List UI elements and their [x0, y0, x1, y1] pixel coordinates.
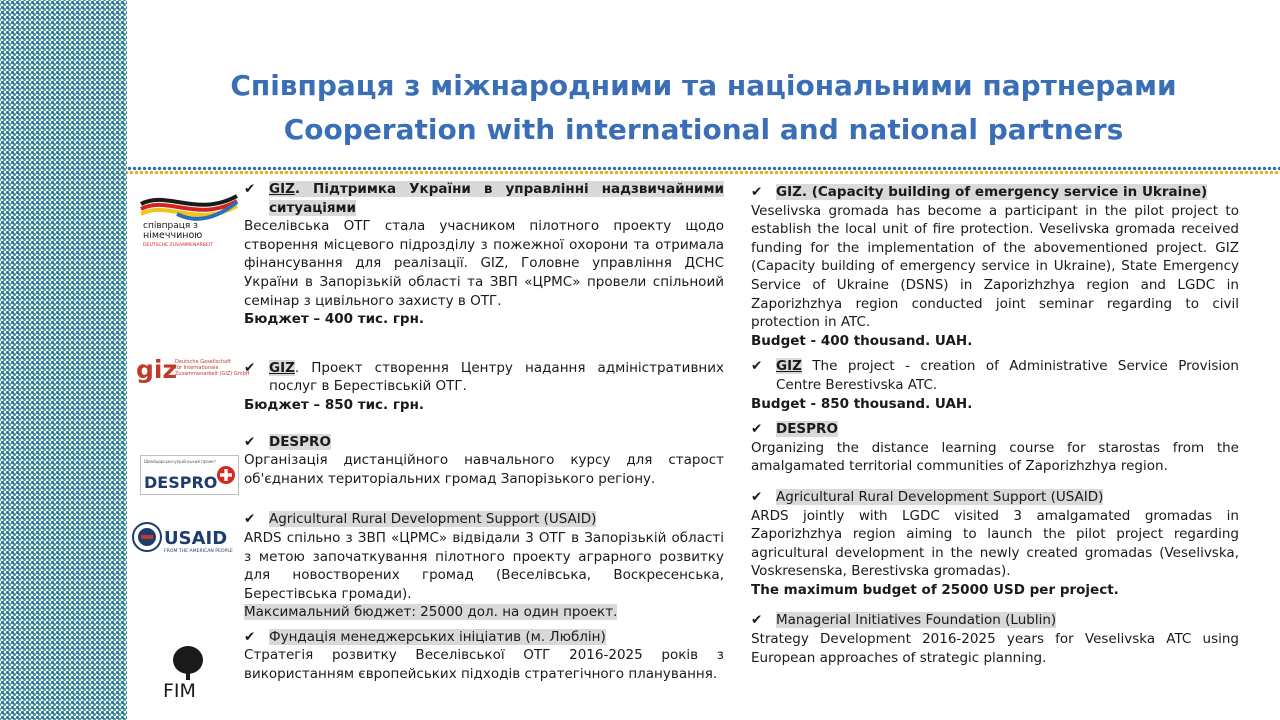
en-despro-heading: DESPRO — [776, 421, 838, 438]
en-usaid-body: ARDS jointly with LGDC visited 3 amalgamated gromadas in Zaporizhzhya region aiming to launch the pilot project regarding agricultural development in the newly created gromadas (Veselivska, Voskresenska, Berestivska gromadas). — [751, 507, 1239, 580]
check-icon: ✔ — [751, 184, 763, 200]
germany-logo-line1: співпраця з — [143, 221, 198, 231]
ua-giz1-org: GIZ — [269, 181, 295, 197]
giz-logo-line2: für Internationale — [175, 365, 219, 371]
en-giz2-org: GIZ — [776, 358, 802, 375]
ua-giz1-heading: . Підтримка України в управлінні надзвичайними ситуаціями — [269, 181, 724, 216]
decorative-dot-strip — [0, 0, 127, 720]
ua-usaid-section — [244, 510, 724, 622]
en-giz-emergency-section — [751, 183, 1239, 350]
en-despro-section — [751, 420, 1239, 476]
check-icon: ✔ — [751, 612, 763, 629]
title-divider — [127, 166, 1280, 175]
en-giz1-budget: Budget - 400 thousand. UAH. — [751, 332, 973, 349]
ua-giz1-budget: Бюджет – 400 тис. грн. — [244, 311, 425, 328]
ua-giz2-heading: . Проект створення Центру надання адміністративних послуг в Берестівській ОТГ. — [269, 359, 724, 395]
en-fim-heading: Managerial Initiatives Foundation (Lublin) — [776, 612, 1057, 629]
fim-mark: FIM — [163, 680, 196, 702]
ua-fim-body: Стратегія розвитку Веселівської ОТГ 2016-2025 років з використанням європейських підходів стратегічного планування. — [244, 647, 724, 683]
en-giz2-heading: The project - creation of Administrative Service Provision Centre Berestivska ATC. — [776, 358, 1239, 393]
despro-mark: DESPRO — [144, 473, 218, 492]
check-icon: ✔ — [751, 488, 763, 505]
germany-logo-line3: DEUTSCHE ZUSAMMENARBEIT — [143, 243, 214, 248]
ua-fim-section — [244, 628, 724, 684]
giz-logo-line1: Deutsche Gesellschaft — [175, 359, 231, 365]
ua-usaid-body: ARDS спільно з ЗВП «ЦРМС» відвідали 3 ОТГ в Запорізькій області з метою започаткування пілотного проекту аграрного розвитку для новостворених громад (Веселівська, Воскресенська, Берестівська громади). — [244, 529, 724, 602]
check-icon: ✔ — [244, 181, 256, 197]
check-icon: ✔ — [244, 359, 256, 376]
ua-usaid-budget: Максимальний бюджет: 25000 дол. на один проект. — [244, 604, 618, 621]
giz-mark: giz — [136, 355, 178, 384]
ua-fim-heading: Фундація менеджерських ініціатив (м. Люблін) — [269, 628, 606, 645]
ua-despro-section — [244, 433, 724, 489]
ukrainian-column — [244, 180, 724, 684]
en-fim-section — [751, 611, 1239, 667]
usaid-logo — [131, 520, 239, 556]
en-giz2-budget: Budget - 850 thousand. UAH. — [751, 395, 973, 412]
giz-logo-line3: Zusammenarbeit (GIZ) GmbH — [175, 371, 250, 377]
ua-usaid-heading: Agricultural Rural Development Support (USAID) — [269, 511, 597, 528]
ua-giz-asc-section — [244, 359, 724, 415]
english-column — [751, 183, 1239, 667]
check-icon: ✔ — [244, 511, 256, 528]
ua-giz-emergency-section — [244, 180, 724, 329]
title-english: Cooperation with international and national partners — [283, 113, 1124, 146]
check-icon: ✔ — [244, 628, 256, 645]
check-icon: ✔ — [751, 358, 763, 375]
despro-logo — [140, 455, 239, 495]
fim-logo — [158, 642, 218, 702]
en-giz1-heading: GIZ. (Capacity building of emergency service in Ukraine) — [776, 184, 1208, 200]
ua-giz1-body: Веселівська ОТГ стала учасником пілотного проекту щодо створення місцевого підрозділу з пожежної охорони та отримала фінансування для реалізації. GIZ, Головне управління ДСНС України в Запорізькій області та ЗВП «ЦРМС» провели спільноий семінар з цивільного захисту в ОТГ. — [244, 218, 724, 309]
giz-logo — [135, 353, 250, 387]
ua-giz2-budget: Бюджет – 850 тис. грн. — [244, 396, 425, 413]
en-giz-asc-section — [751, 357, 1239, 413]
usaid-tagline: FROM THE AMERICAN PEOPLE — [164, 549, 233, 554]
en-usaid-budget: The maximum budget of 25000 USD per project. — [751, 581, 1119, 598]
check-icon: ✔ — [244, 433, 256, 450]
despro-logo-small: Швейцарсько-український проект — [144, 459, 217, 464]
usaid-mark: USAID — [164, 528, 228, 549]
ua-despro-heading: DESPRO — [269, 433, 331, 450]
title-ukrainian: Співпраця з міжнародними та національними партнерами — [230, 69, 1177, 102]
en-usaid-section — [751, 488, 1239, 600]
ua-despro-body: Організація дистанційного навчального курсу для старост об'єднаних територіальних громад Запорізького регіону. — [244, 452, 724, 487]
en-despro-body: Organizing the distance learning course for starostas from the amalgamated territorial communities of Zaporizhzhya region. — [751, 439, 1239, 475]
germany-cooperation-logo — [137, 188, 241, 248]
en-giz1-body: Veselivska gromada has become a participant in the pilot project to establish the local unit of fire protection. Veselivska gromada received funding for the implementation of the abovementioned project. GIZ (Capacity building of emergency service in Ukraine), State Emergency Service of Ukraine (DSNS) in Zaporizhzhya region and LGDC in Zaporizhzhya region conducted joint seminar regarding to civil protection in ATC. — [751, 202, 1239, 331]
en-usaid-heading: Agricultural Rural Development Support (USAID) — [776, 488, 1104, 505]
check-icon: ✔ — [751, 421, 763, 438]
en-fim-body: Strategy Development 2016-2025 years for Veselivska ATC using European approaches of strategic planning. — [751, 631, 1239, 666]
ua-giz2-org: GIZ — [269, 359, 295, 376]
germany-logo-line2: німеччиною — [143, 230, 203, 241]
page-title — [127, 64, 1280, 152]
